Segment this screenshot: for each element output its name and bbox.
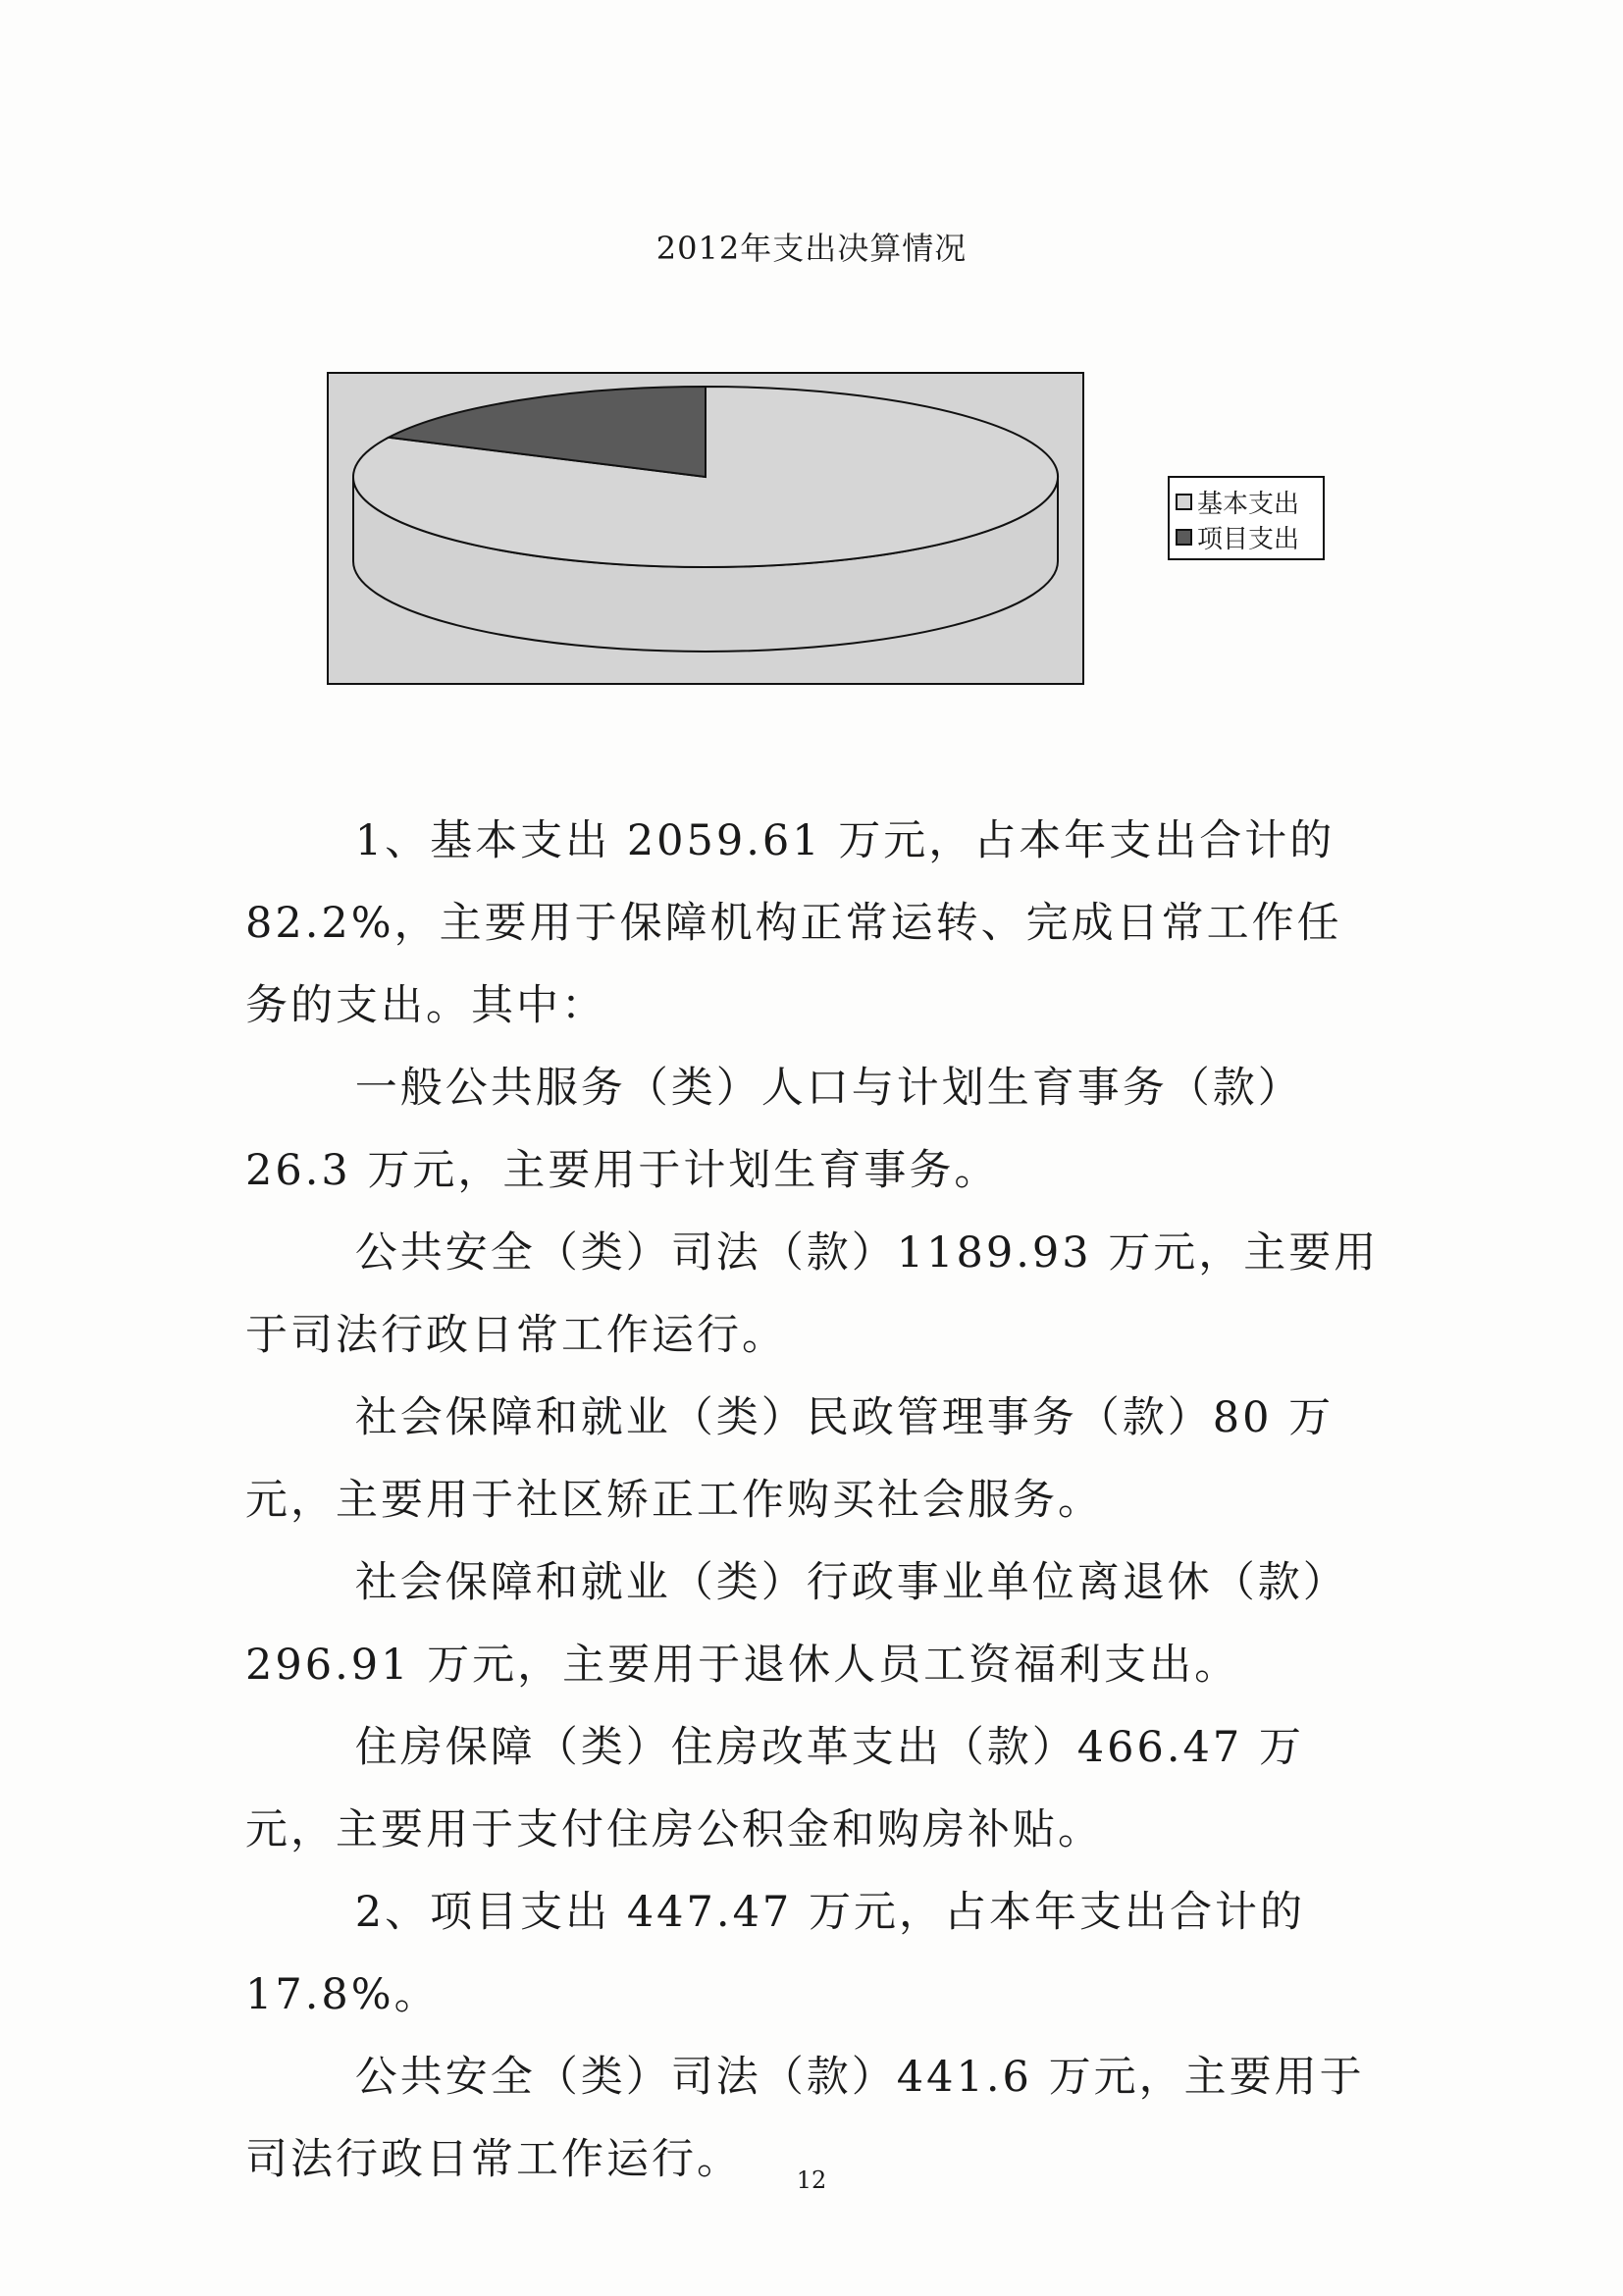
legend-swatch-project: [1176, 529, 1192, 546]
chart-title: 2012年支出决算情况: [655, 230, 968, 267]
legend-item-basic: [1176, 484, 1317, 519]
pie-chart-svg: [329, 374, 1082, 683]
paragraph-housing-reform: 住房保障（类）住房改革支出（款）466.47 万元，主要用于支付住房公积金和购房补贴。: [245, 1723, 1304, 1854]
legend-item-project: [1176, 519, 1317, 554]
paragraph-basic-expenditure: 1、基本支出 2059.61 万元，占本年支出合计的 82.2%，主要用于保障机构正常运转、完成日常工作任务的支出。其中：: [245, 816, 1342, 1030]
legend-swatch-basic: [1176, 494, 1192, 510]
pie-chart: [327, 372, 1084, 685]
legend-label-project: 项目支出: [1197, 524, 1300, 554]
legend-label-basic: 基本支出: [1197, 489, 1300, 519]
paragraph-population-planning: 一般公共服务（类）人口与计划生育事务（款）26.3 万元，主要用于计划生育事务。: [245, 1064, 1303, 1195]
paragraph-civil-affairs: 社会保障和就业（类）民政管理事务（款）80 万元，主要用于社区矫正工作购买社会服务。: [245, 1393, 1335, 1525]
chart-legend: [1168, 476, 1325, 560]
page-number: 12: [796, 2166, 827, 2194]
body-text: [245, 800, 1384, 2201]
paragraph-project-expenditure: 2、项目支出 447.47 万元，占本年支出合计的 17.8%。: [245, 1888, 1305, 2019]
paragraph-retirement: 社会保障和就业（类）行政事业单位离退休（款）296.91 万元，主要用于退休人员工资福利支出。: [245, 1558, 1348, 1690]
paragraph-public-security-judicial: 公共安全（类）司法（款）1189.93 万元，主要用于司法行政日常工作运行。: [245, 1228, 1380, 1360]
paragraph-project-judicial: 公共安全（类）司法（款）441.6 万元，主要用于司法行政日常工作运行。: [245, 2053, 1365, 2184]
